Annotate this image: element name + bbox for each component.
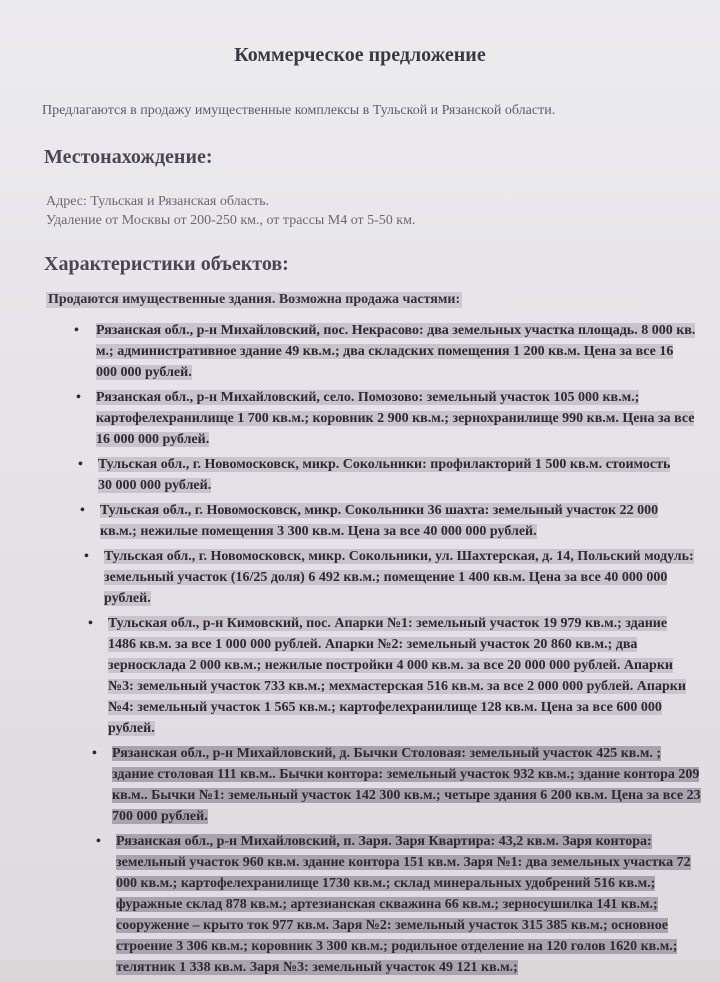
list-item	[0, 546, 699, 609]
item-text: Рязанская обл., р-н Михайловский, п. Заря. Заря Квартира: 43,2 кв.м. Заря контора: земельный участок 960 кв.м. здание контора 151 кв.м. Заря №1: два земельных участка 72 000 кв.м.; картофелехранилище 1730 кв.м.; склад минеральных удобрений 516 кв.м.; фуражные склад 878 кв.м.; артезианская скважина 66 кв.м.; зерносушилка 141 кв.м.; сооружение – крыто ток 977 кв.м. Заря №2: земельный участок 315 385 кв.м.; основное строение 3 306 кв.м.; коровник 3 300 кв.м.; родильное отделение на 120 голов 1620 кв.м.; телятник 1 338 кв.м. Заря №3: земельный участок 49 121 кв.м.;	[116, 834, 691, 975]
list-item	[0, 454, 683, 496]
item-text: Тульская обл., г. Новомосковск, микр. Сокольники 36 шахта: земельный участок 22 000 кв.м.; нежилые помещения 3 300 кв.м. Цена за все 40 000 000 рублей.	[100, 503, 659, 539]
list-item	[0, 320, 696, 383]
list-item	[0, 500, 680, 542]
item-text: Рязанская обл., р-н Михайловский, пос. Некрасово: два земельных участка площадь. 8 000 кв. м.; административное здание 49 кв.м.; два складских помещения 1 200 кв.м. Цена за все 16 000 000 рублей.	[96, 323, 696, 380]
bullet-icon: •	[96, 834, 101, 849]
list-item	[0, 831, 708, 978]
bullet-icon: •	[74, 323, 79, 338]
item-text: Рязанская обл., р-н Михайловский, село. Помозово: земельный участок 105 000 кв.м.; картофелехранилище 1 700 кв.м.; коровник 2 900 кв.м.; зернохранилище 990 кв.м. Цена за все 16 000 000 рублей.	[96, 390, 695, 447]
list-item	[0, 743, 702, 827]
item-text: Тульская обл., г. Новомосковск, микр. Сокольники: профилакторий 1 500 кв.м. стоимость 30 000 000 рублей.	[98, 457, 671, 493]
bullet-icon: •	[76, 390, 81, 405]
characteristics-heading: Характеристики объектов:	[44, 253, 289, 275]
item-text: Тульская обл., г. Новомосковск, микр. Сокольники, ул. Шахтерская, д. 14, Польский модуль: земельный участок (16/25 доля) 6 492 кв.м.; помещение 1 400 кв.м. Цена за все 40 000 000 рублей.	[104, 549, 694, 606]
list-item	[0, 613, 688, 739]
item-text: Рязанская обл., р-н Михайловский, д. Бычки Столовая: земельный участок 425 кв.м. ; здание столовая 111 кв.м.. Бычки контора: земельный участок 932 кв.м.; здание контора 209 кв.м.. Бычки №1: земельный участок 142 300 кв.м.; четыре здания 6 200 кв.м. Цена за все 23 700 000 рублей.	[112, 746, 701, 824]
bullet-icon: •	[88, 616, 93, 631]
property-list	[0, 320, 720, 982]
bullet-icon: •	[80, 503, 85, 518]
bullet-icon: •	[84, 549, 89, 564]
document-title: Коммерческое предложение	[234, 44, 486, 66]
intro-text: Предлагаются в продажу имущественные комплексы в Тульской и Рязанской области.	[42, 103, 556, 118]
address-block	[46, 192, 415, 230]
sale-subheading: Продаются имущественные здания. Возможна продажа частями:	[48, 292, 461, 307]
location-heading: Местонахождение:	[44, 146, 213, 168]
list-item	[0, 387, 696, 450]
bullet-icon: •	[78, 457, 83, 472]
item-text: Тульская обл., р-н Кимовский, пос. Апарки №1: земельный участок 19 979 кв.м.; здание 1486 кв.м. за все 1 000 000 рублей. Апарки №2: земельный участок 20 860 кв.м.; два зерносклада 2 000 кв.м.; нежилые постройки 4 000 кв.м. за все 20 000 000 рублей. Апарки №3: земельный участок 733 кв.м.; мехмастерская 516 кв.м. за все 2 000 000 рублей. Апарки №4: земельный участок 1 565 кв.м.; картофелехранилище 128 кв.м. Цена за все 600 000 рублей.	[108, 616, 686, 736]
bullet-icon: •	[92, 746, 97, 761]
distance-line: Удаление от Москвы от 200-250 км., от трассы М4 от 5-50 км.	[46, 213, 416, 228]
address-line: Адрес: Тульская и Рязанская область.	[46, 194, 270, 209]
